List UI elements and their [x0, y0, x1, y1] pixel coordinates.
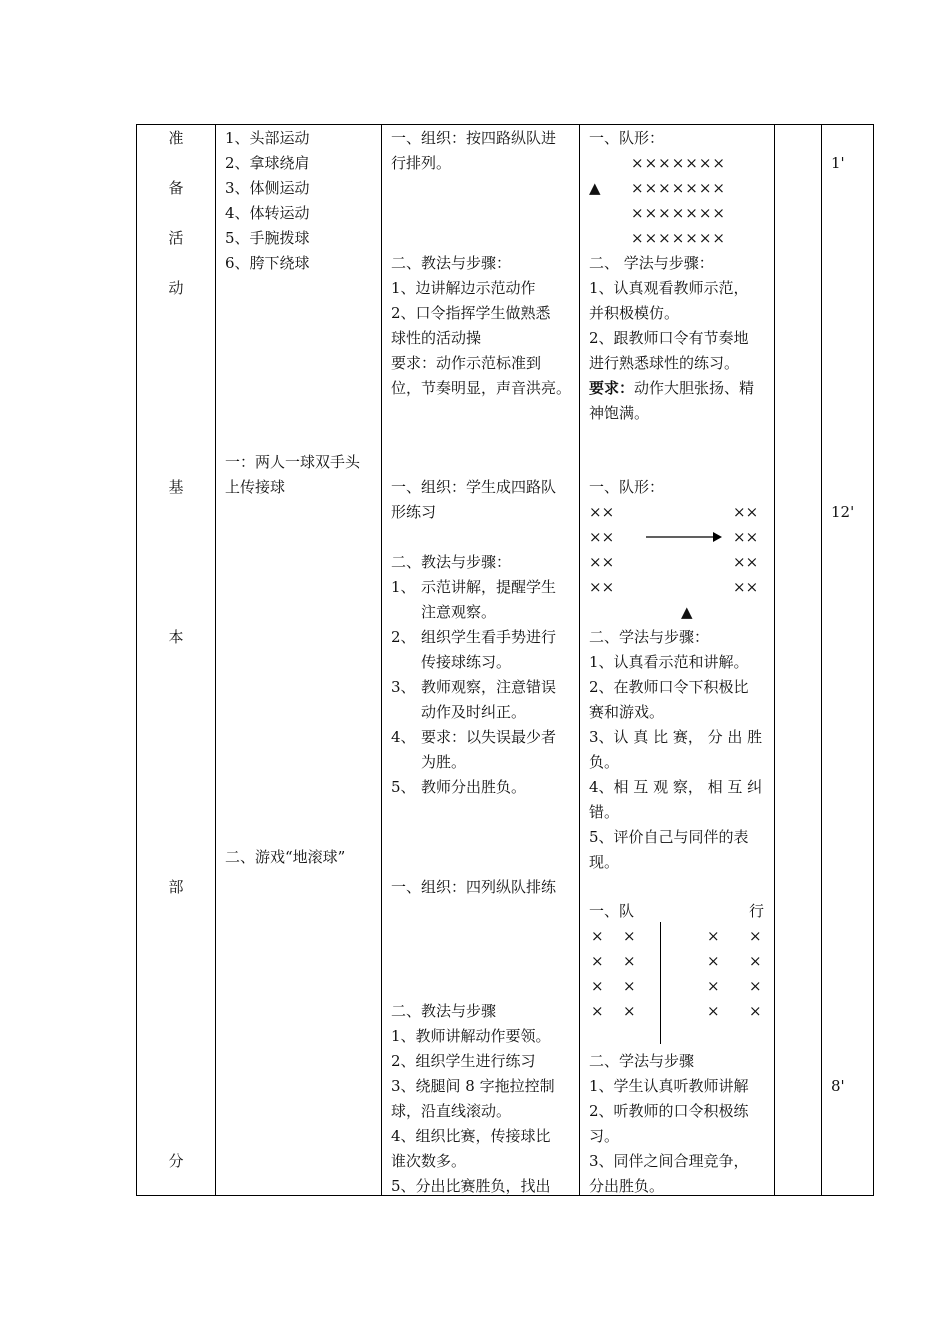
text-line: 负。: [589, 753, 620, 771]
step-text: 要求：以失误最少者: [421, 728, 557, 746]
formation-cross: ×: [749, 927, 762, 945]
text-line: 1、边讲解边示范动作: [391, 279, 536, 297]
formation-pair: ××: [589, 578, 615, 596]
formation-cross: ×: [707, 927, 720, 945]
formation-heading: 一、队形：: [589, 478, 665, 496]
section-label-char: 部: [168, 878, 184, 896]
teacher-marker-icon: ▲: [681, 603, 693, 621]
formation-cross: ×: [707, 1002, 720, 1020]
text-line: 5、分出比赛胜负，找出: [391, 1177, 551, 1195]
lesson-plan-table: [136, 124, 874, 1196]
text-line: 分出胜负。: [589, 1177, 665, 1195]
formation-cross: ×: [623, 1002, 636, 1020]
formation-cross: ×: [591, 927, 604, 945]
text-line: 球，沿直线滚动。: [391, 1102, 512, 1120]
text-line: 2、跟教师口令有节奏地: [589, 329, 749, 347]
step-text: 为胜。: [421, 753, 467, 771]
step-text: 教师观察，注意错误: [421, 678, 557, 696]
step-number: 5、: [391, 778, 416, 796]
student-game1-method: [589, 625, 762, 875]
text-line: 神饱满。: [589, 404, 650, 422]
step-number: 2、: [391, 628, 416, 646]
list-item: 5、手腕拨球: [225, 229, 310, 247]
formation-cross: ×: [749, 952, 762, 970]
step-text: 组织学生看手势进行: [421, 628, 557, 646]
text-line: 习。: [589, 1127, 620, 1145]
column-divider: [215, 125, 216, 1195]
step-number: 3、: [391, 678, 416, 696]
section-label-char: 备: [168, 179, 184, 197]
text-line: 二、教法与步骤：: [391, 553, 512, 571]
text-line: 二、学法与步骤：: [589, 628, 710, 646]
formation-row: ×××××××: [631, 179, 726, 197]
prep-items-list: [225, 126, 310, 276]
text-line: 3、认 真 比 赛， 分 出 胜: [589, 728, 763, 746]
text-line: 2、听教师的口令积极练: [589, 1102, 749, 1120]
text-line: 一、组织：学生成四路队: [391, 478, 557, 496]
section-label-char: 活: [168, 229, 184, 247]
step-number: 4、: [391, 728, 416, 746]
section-label-char: 基: [168, 478, 184, 496]
text-line: 并积极模仿。: [589, 304, 680, 322]
list-item: 6、胯下绕球: [225, 254, 310, 272]
list-item: 1、头部运动: [225, 129, 310, 147]
text-line: 进行熟悉球性的练习。: [589, 354, 740, 372]
text-line: 形练习: [391, 503, 437, 521]
teacher-prep-method: [391, 251, 571, 401]
text-line: 要求：动作示范标准到: [391, 354, 542, 372]
formation-row: ×××××××: [631, 204, 726, 222]
step-text: 示范讲解，提醒学生: [421, 578, 557, 596]
formation-pair: ××: [733, 503, 759, 521]
formation-heading-left: 一、队: [589, 902, 635, 920]
student-game2-method: [589, 1049, 749, 1199]
section-label-char: 动: [168, 279, 184, 297]
formation-row: ×××××××: [631, 229, 726, 247]
formation-cross: ×: [749, 1002, 762, 1020]
formation-heading: 一、队形：: [589, 129, 665, 147]
column-divider: [774, 125, 775, 1195]
step-text: 动作及时纠正。: [421, 703, 527, 721]
text-line: 5、评价自己与同伴的表: [589, 828, 749, 846]
list-item: 2、拿球绕肩: [225, 154, 310, 172]
formation-heading-right: 行: [749, 902, 765, 920]
text-line: 二、教法与步骤: [391, 1002, 497, 1020]
requirement-line: [589, 376, 754, 401]
text-line: 3、同伴之间合理竞争，: [589, 1152, 749, 1170]
list-item: 3、体侧运动: [225, 179, 310, 197]
teacher-marker-icon: ▲: [589, 179, 601, 197]
formation-cross: ×: [707, 977, 720, 995]
text-line: 谁次数多。: [391, 1152, 467, 1170]
text-line: 一、组织：四列纵队排练: [391, 878, 557, 896]
section-label-char: 分: [168, 1152, 184, 1170]
divider-line: [660, 922, 661, 1044]
text-line: 错。: [589, 803, 620, 821]
text-line: 1、学生认真听教师讲解: [589, 1077, 749, 1095]
game2-title: 二、游戏“地滚球”: [225, 848, 346, 866]
text-line: 2、口令指挥学生做熟悉: [391, 304, 551, 322]
step-text: 注意观察。: [421, 603, 497, 621]
step-number: 1、: [391, 578, 416, 596]
text-line: 4、相 互 观 察， 相 互 纠: [589, 778, 763, 796]
teacher-game2-method: [391, 999, 555, 1199]
formation-cross: ×: [749, 977, 762, 995]
formation-row: ×××××××: [631, 154, 726, 172]
student-prep-method: [589, 251, 754, 426]
text-line: 2、组织学生进行练习: [391, 1052, 536, 1070]
step-text: 传接球练习。: [421, 653, 512, 671]
step-text: 教师分出胜负。: [421, 778, 527, 796]
formation-cross: ×: [623, 952, 636, 970]
column-divider: [821, 125, 822, 1195]
formation-cross: ×: [707, 952, 720, 970]
text-line: 赛和游戏。: [589, 703, 665, 721]
formation-pair: ××: [589, 553, 615, 571]
list-item: 4、体转运动: [225, 204, 310, 222]
text-line: 2、在教师口令下积极比: [589, 678, 749, 696]
formation-pair: ××: [589, 528, 615, 546]
text-line: 1、认真看示范和讲解。: [589, 653, 749, 671]
text-line: 球性的活动操: [391, 329, 482, 347]
formation-pair: ××: [733, 528, 759, 546]
text-line: 一、组织：按四路纵队进: [391, 129, 557, 147]
text-line: 1、认真观看教师示范，: [589, 279, 749, 297]
text-line: 二、教法与步骤：: [391, 254, 512, 272]
text-line: 1、教师讲解动作要领。: [391, 1027, 551, 1045]
formation-cross: ×: [623, 927, 636, 945]
formation-cross: ×: [591, 952, 604, 970]
time-value: 12': [831, 503, 855, 521]
text-line: 二、 学法与步骤：: [589, 254, 714, 272]
section-label-char: 准: [168, 129, 184, 147]
formation-pair: ××: [589, 503, 615, 521]
text-line: 位，节奏明显，声音洪亮。: [391, 379, 572, 397]
time-value: 8': [831, 1077, 845, 1095]
requirement-label: 要求：: [589, 379, 635, 397]
game1-title: 上传接球: [225, 478, 286, 496]
column-divider: [579, 125, 580, 1195]
text-line: 行排列。: [391, 154, 452, 172]
text-line: 二、学法与步骤: [589, 1052, 695, 1070]
formation-cross: ×: [591, 1002, 604, 1020]
time-value: 1': [831, 154, 845, 172]
game1-title: 一：两人一球双手头: [225, 453, 361, 471]
text-line: 4、组织比赛，传接球比: [391, 1127, 551, 1145]
text-line: 3、绕腿间 8 字拖拉控制: [391, 1077, 555, 1095]
formation-cross: ×: [591, 977, 604, 995]
text-line: 现。: [589, 853, 620, 871]
section-label-char: 本: [168, 628, 184, 646]
formation-pair: ××: [733, 553, 759, 571]
direction-arrow-icon: [645, 529, 723, 545]
formation-cross: ×: [623, 977, 636, 995]
requirement-text: 动作大胆张扬、精: [634, 379, 755, 397]
formation-pair: ××: [733, 578, 759, 596]
column-divider: [381, 125, 382, 1195]
